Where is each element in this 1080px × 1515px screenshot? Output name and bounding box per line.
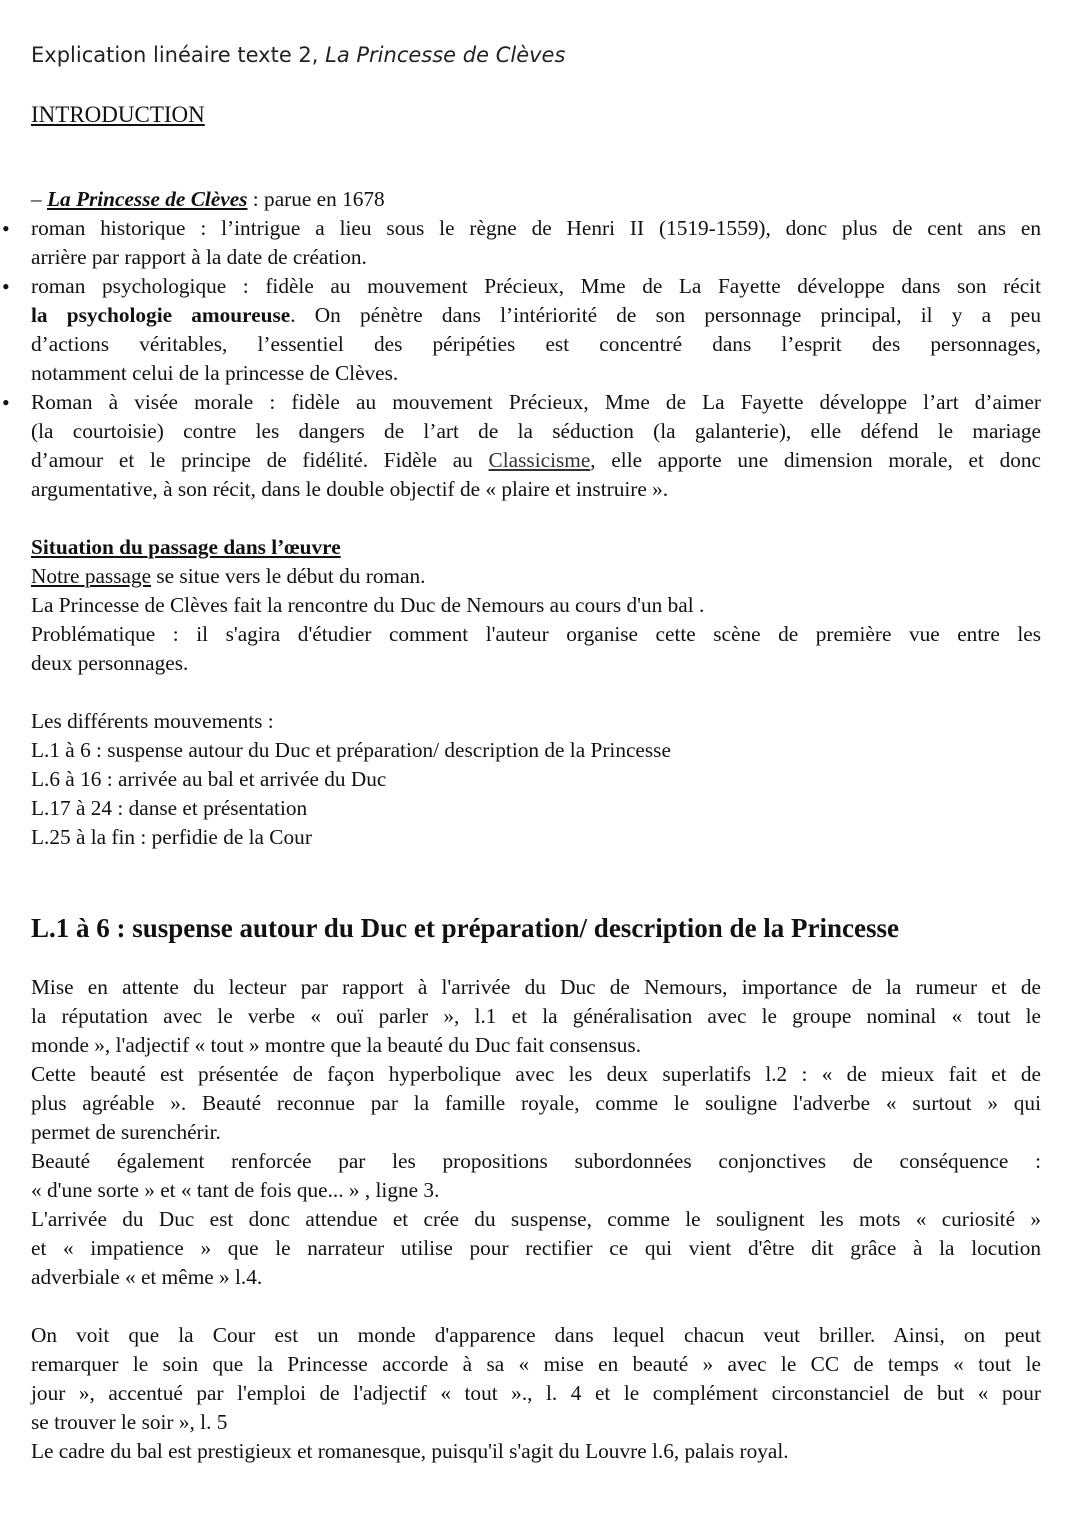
section-heading: L.1 à 6 : suspense autour du Duc et préparation/ description de la Princesse	[31, 913, 900, 943]
paragraph-line: Le cadre du bal est prestigieux et romanesque, puisqu'il s'agit du Louvre l.6, palais royal.	[31, 1439, 789, 1463]
bullet-line: notamment celui de la princesse de Clèves.	[31, 361, 399, 385]
bullet-line: arrière par rapport à la date de création.	[31, 245, 367, 269]
bullet-moral-novel	[2, 388, 1041, 504]
bullet-line	[31, 446, 1041, 475]
notre-passage-label: Notre passage	[31, 564, 152, 588]
situation-line	[31, 562, 1041, 591]
movement-item: L.1 à 6 : suspense autour du Duc et préparation/ description de la Princesse	[31, 738, 671, 762]
bullet-line	[31, 301, 1041, 330]
document-title	[31, 40, 565, 70]
paragraph-line: et « impatience » que le narrateur utilise pour rectifier ce qui vient d'être dit grâce à la locution	[31, 1236, 1041, 1260]
bullet-line: argumentative, à son récit, dans le double objectif de « plaire et instruire ».	[31, 477, 669, 501]
section-paragraph	[31, 973, 1041, 1292]
section-paragraph	[31, 1321, 1041, 1466]
problematique-line: Problématique : il s'agira d'étudier comment l'auteur organise cette scène de première vue entre les	[31, 622, 1041, 646]
movement-item: L.6 à 16 : arrivée au bal et arrivée du Duc	[31, 767, 387, 791]
bullet-icon: •	[2, 274, 10, 299]
movement-item: L.25 à la fin : perfidie de la Cour	[31, 825, 312, 849]
situation-heading-text: Situation du passage dans l’œuvre	[31, 535, 341, 559]
movement-item: L.17 à 24 : danse et présentation	[31, 796, 308, 820]
work-date: : parue en 1678	[247, 187, 385, 211]
situation-block	[31, 533, 1041, 678]
paragraph-line: remarquer le soin que la Princesse accorde à sa « mise en beauté » avec le CC de temps « tout le	[31, 1352, 1041, 1376]
paragraph-line: L'arrivée du Duc est donc attendue et crée du suspense, comme le soulignent les mots « curiosité »	[31, 1207, 1041, 1231]
situation-line-rest: se situe vers le début du roman.	[151, 564, 426, 588]
paragraph-line: monde », l'adjectif « tout » montre que la beauté du Duc fait consensus.	[31, 1033, 642, 1057]
paragraph-line: permet de surenchérir.	[31, 1120, 221, 1144]
movements-block	[31, 707, 1041, 852]
bullet-line: roman historique : l’intrigue a lieu sous le règne de Henri II (1519-1559), donc plus de cent ans en	[31, 216, 1041, 240]
work-title: La Princesse de Clèves	[46, 187, 248, 211]
bullet-line-part: , elle apporte une dimension morale, et donc	[590, 448, 1041, 472]
paragraph-line: Mise en attente du lecteur par rapport à l'arrivée du Duc de Nemours, importance de la rumeur et de	[31, 975, 1041, 999]
paragraph-line: la réputation avec le verbe « ouï parler », l.1 et la généralisation avec le groupe nominal « tout le	[31, 1004, 1041, 1028]
paragraph-line: « d'une sorte » et « tant de fois que... » , ligne 3.	[31, 1178, 440, 1202]
introduction-heading: INTRODUCTION	[31, 102, 205, 127]
classicisme-link[interactable]: Classicisme	[488, 448, 591, 472]
paragraph-line: adverbiale « et même » l.4.	[31, 1265, 263, 1289]
problematique-line: deux personnages.	[31, 651, 189, 675]
situation-line: La Princesse de Clèves fait la rencontre du Duc de Nemours au cours d'un bal .	[31, 593, 705, 617]
bullet-line-part: d’amour et le principe de fidélité. Fidèle au	[31, 448, 489, 472]
bullet-line: (la courtoisie) contre les dangers de l’art de la séduction (la galanterie), elle défend le mariage	[31, 419, 1041, 443]
movements-heading: Les différents mouvements :	[31, 709, 274, 733]
paragraph-line: Beauté également renforcée par les propositions subordonnées conjonctives de conséquence :	[31, 1149, 1041, 1173]
paragraph-line: On voit que la Cour est un monde d'apparence dans lequel chacun veut briller. Ainsi, on peut	[31, 1323, 1041, 1347]
bullet-icon: •	[2, 390, 10, 415]
paragraph-line: plus agréable ». Beauté reconnue par la famille royale, comme le souligne l'adverbe « surtout » qui	[31, 1091, 1041, 1115]
document-title-text: Explication linéaire texte 2,	[31, 43, 326, 67]
work-intro-line: – La Princesse de Clèves : parue en 1678	[31, 187, 385, 211]
situation-heading	[31, 533, 1041, 562]
paragraph-line: Cette beauté est présentée de façon hyperbolique avec les deux superlatifs l.2 : « de mieux fait et de	[31, 1062, 1041, 1086]
bold-keyword: la psychologie amoureuse	[31, 303, 291, 327]
bullet-line: Roman à visée morale : fidèle au mouvement Précieux, Mme de La Fayette développe l’art d’aimer	[31, 390, 1041, 414]
bullet-line: d’actions véritables, l’essentiel des péripéties est concentré dans l’esprit des personnages,	[31, 332, 1041, 356]
paragraph-line: se trouver le soir », l. 5	[31, 1410, 228, 1434]
bullet-line: roman psychologique : fidèle au mouvement Précieux, Mme de La Fayette développe dans son récit	[31, 274, 1041, 298]
document-title-work: La Princesse de Clèves	[325, 43, 566, 67]
bullet-line-rest: . On pénètre dans l’intériorité de son personnage principal, il y a peu	[290, 303, 1042, 327]
bullet-icon: •	[2, 216, 10, 241]
bullet-historical-novel	[2, 214, 1041, 272]
paragraph-line: jour », accentué par l'emploi de l'adjectif « tout »., l. 4 et le complément circonstanciel de but « pour	[31, 1381, 1041, 1405]
bullet-psychological-novel	[2, 272, 1042, 388]
